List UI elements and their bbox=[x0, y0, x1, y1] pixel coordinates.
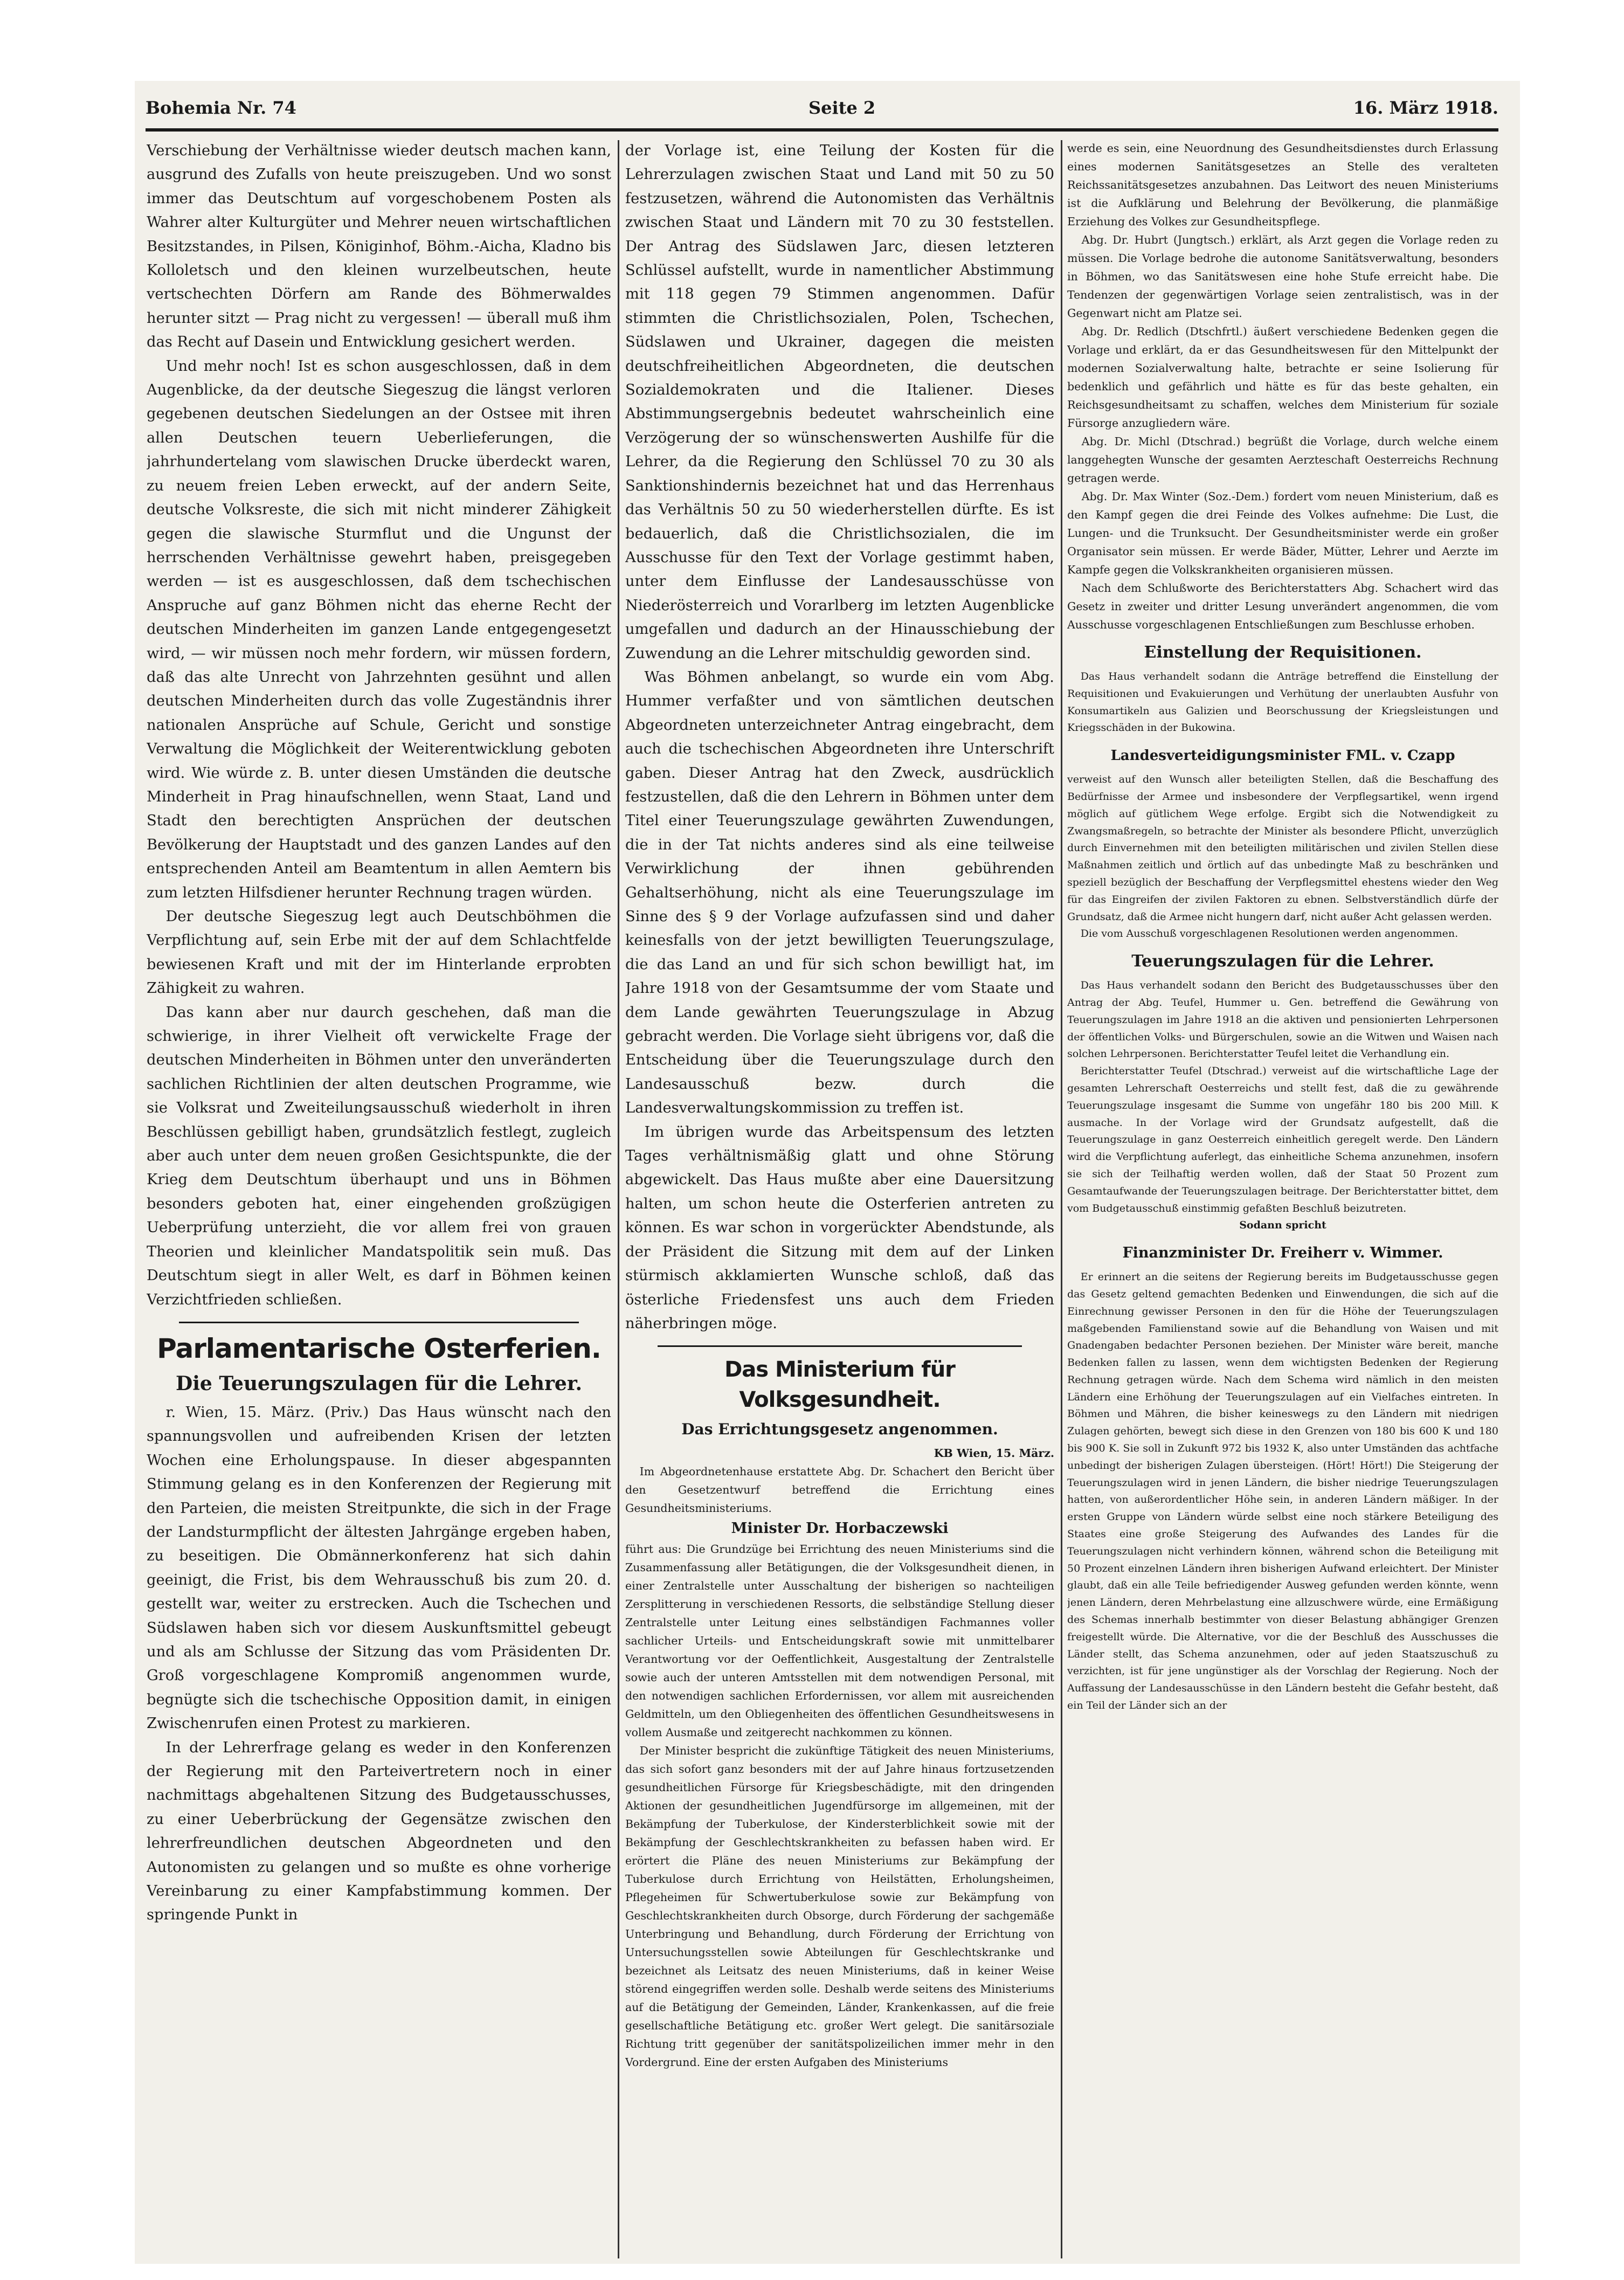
article-separator bbox=[658, 1345, 1022, 1347]
article-paragraph: verweist auf den Wunsch aller beteiligten Stellen, daß die Beschaffung des Bedürfnisse der Armee und insbesondere der Verpflegsartikel, wenn irgend möglich auf gütlichem Wege erfolge. Ergibt sich die Notwendigkeit zu Zwangsmaßregeln, so betrachte der Minister als besondere Pflicht, unverzüglich durch Einvernehmen mit den beteiligten militärischen und zivilen Stellen diese Maßnahmen zeitlich und örtlich auf das unbedingte Maß zu beschränken und speziell bezüglich der Beschaffung der Verpflegsmittel ehestens wieder den Weg für das Eingreifen der zivilen Faktoren zu ebnen. Selbstverständlich dürfe der Grundsatz, daß die Armee nicht hungern darf, nicht außer Acht gelassen werden. bbox=[1067, 773, 1498, 923]
article-paragraph: Das Haus verhandelt sodann den Bericht des Budgetausschusses über den Antrag der Abg. Teufel, Hummer u. Gen. betreffend die Gewährung von Teuerungszulagen im Jahre 1918 an die aktiven und pensionierten Lehrpersonen der öffentlichen Volks- und Bürgerschulen, sowie an die Witwen und Waisen nach solchen Lehrpersonen. Berichterstatter Teufel leitet die Verhandlung ein. bbox=[1067, 979, 1498, 1060]
article-paragraph: Und mehr noch! Ist es schon ausgeschlossen, daß in dem Augenblicke, da der deutsche Siegeszug die längst verloren gegebenen deutschen Siedelungen an der Ostsee mit ihren allen Deutschen teuern Ueberlieferungen, die jahrhundertelang vom slawischen Drucke überdeckt waren, zu neuem freien Leben erweckt, auf der andern Seite, deutsche Volksreste, die sich mit nicht minderer Zähigkeit gegen die slawische Sturmflut und die Ungunst der herrschenden Verhältnisse gewehrt haben, preisgegeben werden — ist es ausgeschlossen, daß dem tschechischen Anspruche auf ganz Böhmen nicht das eherne Recht der deutschen Minderheiten im ganzen Lande entgegengesetzt wird, — wir müssen noch mehr fordern, wir müssen fordern, daß das alte Unrecht von Jahrzehnten gesühnt und allen deutschen Minderheiten durch das volle Zugeständnis ihrer nationalen Ansprüche auf Schule, Gericht und sonstige Verwaltung die Möglichkeit der Weiterentwicklung geboten wird. Wie würde z. B. unter diesen Umständen die deutsche Minderheit in Prag hinaufschnellen, wenn Staat, Land und Stadt den berechtigten Ansprüchen der deutschen Bevölkerung der Hauptstadt und des ganzen Landes auf den entsprechenden Anteil am Beamtentum in allen Aemtern bis zum letzten Hilfsdiener herunter Rechnung tragen würden. bbox=[147, 357, 611, 901]
article-separator bbox=[179, 1322, 579, 1323]
article-paragraph: Im übrigen wurde das Arbeitspensum des letzten Tages verhältnismäßig glatt und ohne Störung abgewickelt. Das Haus mußte aber eine Dauersitzung halten, um schon heute die Osterferien antreten zu können. Es war schon in vorgerückter Abendstunde, als der Präsident die Sitzung mit dem auf der Linken stürmisch akklamierten Wunsche schloß, daß das österliche Friedensfest uns auch dem Frieden näherbringen möge. bbox=[625, 1123, 1054, 1332]
article-title: Das Ministerium für Volksgesundheit. bbox=[724, 1357, 955, 1413]
article-paragraph: Im Abgeordnetenhause erstattete Abg. Dr. Schachert den Bericht über den Gesetzentwurf betreffend die Errichtung eines Gesundheitsministeriums. bbox=[625, 1465, 1054, 1515]
article-paragraph: Die vom Ausschuß vorgeschlagenen Resolutionen werden angenommen. bbox=[1080, 928, 1459, 940]
page-header bbox=[146, 92, 1498, 124]
article-paragraph: Berichterstatter Teufel (Dtschrad.) verweist auf die wirtschaftliche Lage der gesamten Lehrerschaft Oesterreichs und stellt fest, daß die zu gewährende Teuerungszulage insgesamt die Summe von ungefähr 180 bis 200 Mill. K ausmache. In der Vorlage wird der Grundsatz aufgestellt, daß die Teuerungszulage in ganz Oesterreich einheitlich geregelt werde. Den Ländern wird die Verpflichtung auferlegt, das einheitliche Schema anzunehmen, insofern sie sich der Teilhaftig werden wollen, daß der Staat 50 Prozent zum Gesamtaufwande der Teuerungszulagen beitrage. Der Berichterstatter bittet, dem vom Budgetausschuß einstimmig gefaßten Beschluß beizutreten. bbox=[1067, 1065, 1498, 1214]
column-1 bbox=[147, 139, 611, 2258]
article-paragraph: Das Haus verhandelt sodann die Anträge betreffend die Einstellung der Requisitionen und Evakuierungen und Verhütung der unerlaubten Ausfuhr von Konsumartikeln aus Galizien und Beorschussung der Kriegsleistungen und Kriegsschäden in der Bukowina. bbox=[1067, 671, 1498, 734]
section-heading: Einstellung der Requisitionen. bbox=[1144, 643, 1422, 662]
article-title: Parlamentarische Osterferien. bbox=[157, 1332, 601, 1364]
article-paragraph: Der Minister bespricht die zukünftige Tätigkeit des neuen Ministeriums, das sich sofort ganz besonders mit der auf Jahre hinaus fortzusetzenden gesundheitlichen Fürsorge für Kriegsbeschädigte, mit den dringenden Aktionen der gesundheitlichen Jugendfürsorge im allgemeinen, mit der Bekämpfung der Tuberkulose, der Kindersterblichkeit sowie mit der Bekämpfung der Geschlechtskrankheiten zu befassen haben wird. Er erörtert die Pläne des neuen Ministeriums zur Bekämpfung der Tuberkulose durch Errichtung von Heilstätten, Erholungsheimen, Pflegeheimen für Schwertuberkulose sowie zur Bekämpfung von Geschlechtskrankheiten durch Obsorge, durch Förderung der sachgemäße Unterbringung und Behandlung, durch Förderung der Errichtung von Untersuchungsstellen sowie Abteilungen für Geschlechtskranke und bezeichnet als Leitsatz des neuen Ministeriums, daß in keiner Weise störend eingegriffen werden solle. Deshalb werde seitens des Ministeriums auf die Betätigung der Gemeinden, Länder, Krankenkassen, auf die freie gesellschaftliche Betätigung etc. großer Wert gelegt. Die sanitärsoziale Richtung tritt gegenüber der sanitätspolizeilichen immer mehr in den Vordergrund. Eine der ersten Aufgaben des Ministeriums bbox=[625, 1744, 1054, 2069]
article-dateline: KB Wien, 15. März. bbox=[934, 1447, 1054, 1460]
column-divider-2 bbox=[1061, 140, 1062, 2258]
section-heading: Teuerungszulagen für die Lehrer. bbox=[1131, 952, 1434, 971]
article-paragraph: Er erinnert an die seitens der Regierung bereits im Budgetausschusse gegen das Gesetz geltend gemachten Bedenken und Einwendungen, die sich auf die Einrechnung gewisser Personen in den für die Höhe der Teuerungszulagen maßgebenden Familienstand sowie auf die Behandlung von Waisen und mit Gnadengaben bedachter Personen beziehen. Der Minister wäre bereit, manche Bedenken fallen zu lassen, wenn dem wichtigsten Bedenken der Regierung Rechnung getragen würde. Nach dem Schema wird nämlich in den meisten Ländern eine Erhöhung der Teuerungszulagen auf ein Vielfaches eintreten. In Böhmen und Mähren, die bisher keineswegs zu den Ländern mit niedrigen Zulagen gehörten, bewegt sich diese in den Grenzen von 180 bis 600 K und 180 bis 900 K. Sie soll in Zukunft 972 bis 1932 K, also unter Umständen das achtfache unbedingt der bisherigen Zulagen übersteigen. (Hört! Hört!) Die Steigerung der Teuerungszulagen wird in jenen Ländern, die bisher niedrige Teuerungszulagen hatten, von außerordentlicher Höhe sein, in anderen Ländern mäßiger. In der ersten Gruppe von Ländern würde selbst eine noch stärkere Beteiligung des Staates eine große Steigerung des Aufwandes des Landes für die Teuerungszulagen nicht verhindern können, während schon die Beteiligung mit 50 Prozent einzelnen Ländern ihren bisherigen Aufwand erleichtert. Der Minister glaubt, daß ein alle Teile befriedigender Ausweg gefunden werden könnte, wenn jenen Ländern, deren Mehrbelastung eine allzuschwere würde, eine Ermäßigung des Schemas innerhalb bestimmter von dieser Belastung abhängiger Grenzen freigestellt würde. Die Alternative, vor die der Beschluß des Ausschusses die Länder stellt, das Schema anzunehmen, oder auf jeden Staatszuschuß zu verzichten, ist für jene ungünstiger als der Vorschlag der Regierung. Noch der Auffassung der Landesausschüsse in den Ländern besteht die Gefahr besteht, daß ein Teil der Länder sich an der bbox=[1067, 1271, 1498, 1712]
article-paragraph: Sodann spricht bbox=[1239, 1219, 1326, 1232]
article-paragraph: werde es sein, eine Neuordnung des Gesundheitsdienstes durch Erlassung eines modernen Sanitätsgesetzes an Stelle des veralteten Reichssanitätsgesetzes anzubahnen. Das Leitwort des neuen Ministeriums ist die Aufklärung und Belehrung der Bevölkerung, die planmäßige Erziehung des Volkes zur Gesundheitspflege. bbox=[1067, 142, 1498, 228]
header-masthead: Bohemia Nr. 74 bbox=[146, 98, 296, 118]
article-paragraph: der Vorlage ist, eine Teilung der Kosten für die Lehrerzulagen zwischen Staat und Land mit 50 zu 50 festzusetzen, während die Autonomisten das Verhältnis zwischen Staat und Ländern mit 70 zu 30 feststellen. Der Antrag des Südslawen Jarc, diesen letzteren Schlüssel aufstellt, wurde in namentlicher Abstimmung mit 118 gegen 79 Stimmen angenommen. Dafür stimmten die Christlichsozialen, Polen, Tschechen, Südslawen und Ukrainer, dagegen die meisten deutschfreiheitlichen Abgeordneten, die deutschen Sozialdemokraten und die Italiener. Dieses Abstimmungsergebnis bedeutet wahrscheinlich eine Verzögerung der so wünschenswerten Aushilfe für die Lehrer, da die Regierung den Schlüssel 70 zu 30 als Sanktionshindernis bezeichnet hat und das Herrenhaus das Verhältnis 50 zu 50 wiederherstellen dürfte. Es ist bedauerlich, daß die Christlichsozialen, die im Ausschusse für den Text der Vorlage gestimmt haben, unter dem Einflusse der Landesausschüsse von Niederösterreich und Vorarlberg im letzten Augenblicke umgefallen und dadurch an der Hinausschiebung der Zuwendung an die Lehrer mitschuldig geworden sind. bbox=[625, 142, 1054, 662]
header-page-number: Seite 2 bbox=[808, 98, 876, 118]
column-divider-1 bbox=[618, 140, 619, 2258]
article-paragraph: Das kann aber nur daurch geschehen, daß man die schwierige, in ihrer Vielheit oft verwickelte Frage der deutschen Minderheiten in Böhmen unter den unveränderten sachlichen Richtlinien der alten deutschen Programme, wie sie Volksrat und Zweiteilungsausschuß wiederholt in ihren Beschlüssen gebilligt haben, grundsätzlich festlegt, zugleich aber auch unter dem neuen großen Gesichtspunkte, die der Krieg dem Deutschtum überhaupt und uns in Böhmen besonders geboten hat, einer eingehenden großzügigen Ueberprüfung unterzieht, die vor allem frei von grauen Theorien und kleinlicher Mandatspolitik sein muß. Das Deutschtum siegt in aller Welt, es darf in Böhmen keinen Verzichtfrieden schließen. bbox=[147, 1004, 611, 1308]
article-paragraph: Abg. Dr. Max Winter (Soz.-Dem.) fordert vom neuen Ministerium, daß es den Kampf gegen die drei Feinde des Volkes aufnehme: Die Lust, die Lungen- und die Trunksucht. Der Gesundheitsminister werde ein großer Organisator sein müssen. Er werde Bäder, Mütter, Lehrer und Aerzte im Kampfe gegen die Volkskrankheiten organisieren müssen. bbox=[1067, 490, 1498, 576]
header-rule bbox=[146, 128, 1498, 132]
article-paragraph: Abg. Dr. Hubrt (Jungtsch.) erklärt, als Arzt gegen die Vorlage reden zu müssen. Die Vorlage bedrohe die autonome Sanitätsverwaltung, besonders in Böhmen, wo das Sanitätswesen eine hohe Stufe erreicht habe. Die Tendenzen der gegenwärtigen Vorlage seien zentralistisch, was in der Gegenwart nicht am Platze sei. bbox=[1067, 233, 1498, 320]
article-paragraph: Abg. Dr. Michl (Dtschrad.) begrüßt die Vorlage, durch welche einem langgehegten Wunsche der gesamten Aerzteschaft Oesterreichs Rechnung getragen werde. bbox=[1067, 435, 1498, 485]
article-paragraph: Nach dem Schlußworte des Berichterstatters Abg. Schachert wird das Gesetz in zweiter und dritter Lesung unverändert angenommen, die vom Ausschusse vorgeschlagenen Entschließungen zum Beschlusse erhoben. bbox=[1067, 582, 1498, 631]
section-heading: Finanzminister Dr. Freiherr v. Wimmer. bbox=[1122, 1245, 1443, 1262]
section-heading: Landesverteidigungsminister FML. v. Czapp bbox=[1110, 748, 1455, 764]
newspaper-page bbox=[135, 81, 1520, 2264]
article-subtitle: Die Teuerungszulagen für die Lehrer. bbox=[175, 1372, 583, 1395]
header-date: 16. März 1918. bbox=[1353, 98, 1498, 118]
article-subtitle: Das Errichtungsgesetz angenommen. bbox=[681, 1420, 998, 1439]
speaker-heading: Minister Dr. Horbaczewski bbox=[731, 1520, 949, 1537]
article-paragraph: Der deutsche Siegeszug legt auch Deutschböhmen die Verpflichtung auf, sein Erbe mit der auf dem Schlachtfelde bewiesenen Kraft und mit der im Hinterlande erprobten Zähigkeit zu wahren. bbox=[147, 908, 611, 997]
article-paragraph: Was Böhmen anbelangt, so wurde ein vom Abg. Hummer verfaßter und von sämtlichen deutschen Abgeordneten unterzeichneter Antrag eingebracht, dem auch die tschechischen Abgeordneten ihre Unterschrift gaben. Dieser Antrag hat den Zweck, ausdrücklich festzustellen, daß die den Lehrern in Böhmen unter dem Titel einer Teuerungszulage gewährten Zuwendungen, die in der Tat nichts anderes sind als eine teilweise Verwirklichung der ihnen gebührenden Gehaltserhöhung, nicht als eine Teuerungszulage im Sinne des § 9 der Vorlage aufzufassen sind und daher keinesfalls von der jetzt bewilligten Teuerungszulage, die das Land an und für sich schon bewilligt hat, im Jahre 1918 von der Gesamtsumme der vom Staate und dem Lande gewährten Teuerungszulage in Abzug gebracht werden. Die Vorlage sieht übrigens vor, daß die Entscheidung über die Teuerungszulage durch den Landesausschuß bezw. durch die Landesverwaltungskommission zu treffen ist. bbox=[625, 668, 1054, 1117]
article-paragraph: Verschiebung der Verhältnisse wieder deutsch machen kann, ausgrund des Zufalls von heute preiszugeben. Und wo sonst immer das Deutschtum auf vorgeschobenem Posten als Wahrer alter Kulturgüter und Mehrer neuen wirtschaftlichen Besitzstandes, in Pilsen, Königinhof, Böhm.-Aicha, Kladno bis Kolloletsch und den kleinen wurzelbeutschen, heute vertschechten Dörfern am Rande des Böhmerwaldes herunter sitzt — Prag nicht zu vergessen! — überall muß ihm das Recht auf Dasein und Entwicklung gesichert werden. bbox=[147, 142, 611, 351]
article-paragraph: In der Lehrerfrage gelang es weder in den Konferenzen der Regierung mit den Parteivertretern noch in einer nachmittags abgehaltenen Sitzung des Budgetausschusses, zu einer Ueberbrückung der Gegensätze zwischen den lehrerfreundlichen deutschen Abgeordneten und den Autonomisten zu gelangen und so mußte es ohne vorherige Vereinbarung zu einer Kampfabstimmung kommen. Der springende Punkt in bbox=[147, 1739, 611, 1924]
column-2 bbox=[625, 139, 1054, 2258]
column-3 bbox=[1067, 139, 1498, 2258]
article-paragraph: r. Wien, 15. März. (Priv.) Das Haus wünscht nach den spannungsvollen und aufreibenden Krisen der letzten Wochen eine Erholungspause. In dieser abgespannten Stimmung gelang es in den Konferenzen der Regierung mit den Parteien, die meisten Streitpunkte, die sich in der Frage der Landsturmpflicht der ältesten Jahrgänge ergeben haben, zu beseitigen. Die Obmännerkonferenz hat sich dahin geeinigt, die Frist, bis dem Wehrausschuß bis zum 20. d. gestellt war, weiter zu erstrecken. Auch die Tschechen und Südslawen haben sich vor diesem Auskunftsmittel gebeugt und als am Schlusse der Sitzung das vom Präsidenten Dr. Groß vorgeschlagene Kompromiß angenommen wurde, begnügte sich die tschechische Opposition damit, in einigen Zwischenrufen einen Protest zu markieren. bbox=[147, 1404, 611, 1732]
article-paragraph: Abg. Dr. Redlich (Dtschfrtl.) äußert verschiedene Bedenken gegen die Vorlage und erklärt, da er das Gesundheitswesen für den Mittelpunkt der modernen Sozialverwaltung halte, betrachte er seine Isolierung für bedenklich und gefährlich und hätte es für das beste gehalten, ein Reichsgesundheitsamt zu schaffen, welches dem Ministerium für soziale Fürsorge anzugliedern wäre. bbox=[1067, 325, 1498, 430]
article-paragraph: führt aus: Die Grundzüge bei Errichtung des neuen Ministeriums sind die Zusammenfassung aller Betätigungen, die der Volksgesundheit dienen, in einer Zentralstelle unter Ausschaltung der bisherigen so nachteiligen Zersplitterung in verschiedenen Ressorts, die selbständige Stellung dieser Zentralstelle unter Leitung eines selbständigen Fachmannes voller sachlicher Urteils- und Entscheidungskraft sowie mit unmittelbarer Verantwortung vor der Oeffentlichkeit, Ausgestaltung der Zentralstelle sowie auch der unteren Amtsstellen mit dem notwendigen Personal, mit den notwendigen sachlichen Erfordernissen, vor allem mit ausreichenden Geldmitteln, um den Obliegenheiten des öffentlichen Gesundheitswesens in vollem Ausmaße und zeitgerecht nachkommen zu können. bbox=[625, 1543, 1054, 1739]
